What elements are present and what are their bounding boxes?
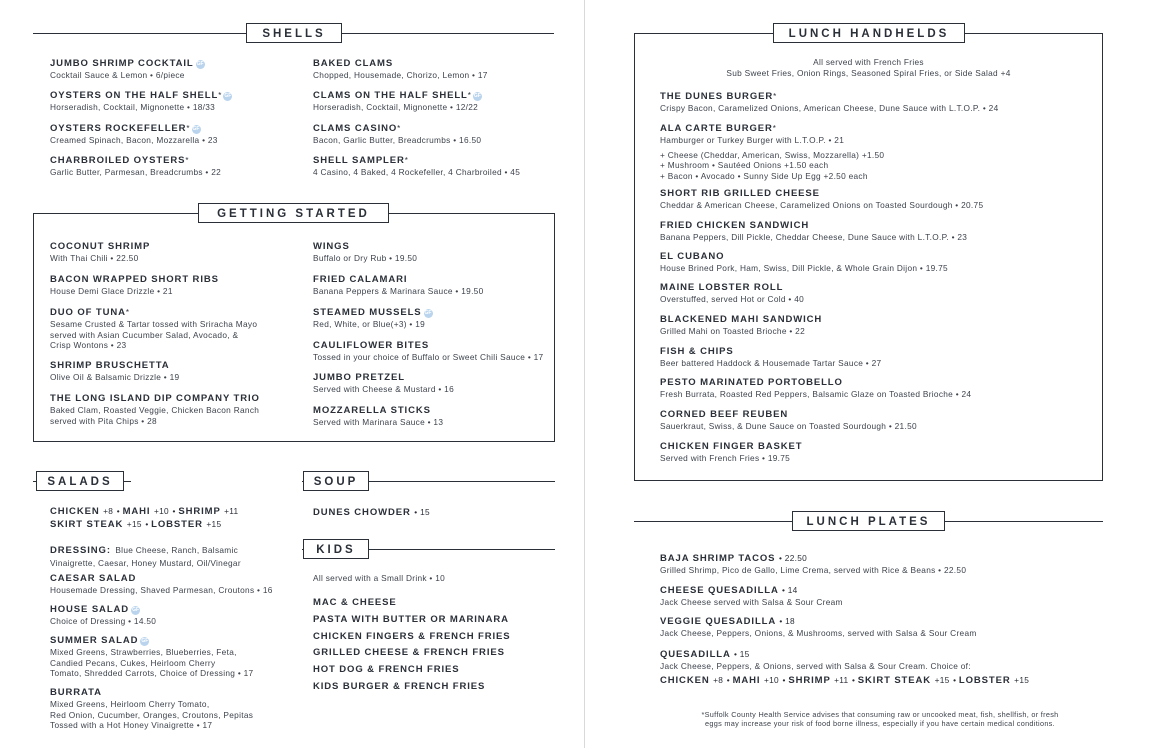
choice-lobster: LOBSTER bbox=[958, 674, 1011, 686]
choice-mahi: MAHI bbox=[732, 674, 761, 686]
burger-addon: + Bacon • Avocado • Sunny Side Up Egg +2.50 each bbox=[660, 170, 868, 181]
choice-lobster-price: +15 bbox=[1014, 674, 1030, 685]
item-name: JUMBO PRETZEL bbox=[313, 372, 405, 383]
raw-warning-mark: * bbox=[773, 92, 777, 101]
item-name: JUMBO SHRIMP COCKTAIL bbox=[50, 58, 194, 69]
item-name: CAESAR SALAD bbox=[50, 573, 137, 584]
handhelds-note: Sub Sweet Fries, Onion Rings, Seasoned Spiral Fries, or Side Salad +4 bbox=[726, 68, 1011, 78]
item-name: CHICKEN FINGER BASKET bbox=[660, 441, 803, 452]
menu-item bbox=[50, 604, 156, 627]
item-description: Grilled Mahi on Toasted Brioche • 22 bbox=[660, 326, 805, 336]
item-name: PESTO MARINATED PORTOBELLO bbox=[660, 377, 843, 388]
soup-title: SOUP bbox=[303, 471, 369, 491]
addon-mahi: MAHI bbox=[122, 506, 151, 517]
menu-item bbox=[50, 687, 253, 731]
item-description: Garlic Butter, Parmesan, Breadcrumbs • 22 bbox=[50, 167, 222, 177]
menu-item bbox=[660, 314, 822, 337]
raw-warning-mark: * bbox=[218, 91, 222, 100]
raw-warning-mark: * bbox=[185, 156, 189, 165]
item-description: Jack Cheese served with Salsa & Sour Cream bbox=[660, 597, 843, 607]
menu-item bbox=[50, 274, 219, 297]
addon-shrimp-price: +11 bbox=[224, 506, 239, 516]
item-name: EL CUBANO bbox=[660, 251, 725, 262]
menu-item bbox=[660, 584, 843, 608]
item-description: Housemade Dressing, Shaved Parmesan, Croutons • 16 bbox=[50, 585, 273, 595]
raw-warning-mark: * bbox=[772, 124, 776, 133]
menu-item bbox=[313, 58, 488, 81]
item-description: Cheddar & American Cheese, Caramelized Onions on Toasted Sourdough • 20.75 bbox=[660, 200, 984, 210]
item-name: OYSTERS ROCKEFELLER bbox=[50, 123, 187, 134]
item-price: • 14 bbox=[781, 585, 798, 595]
item-description: Horseradish, Cocktail, Mignonette • 18/33 bbox=[50, 102, 216, 112]
menu-item bbox=[50, 307, 257, 351]
item-name: DUNES CHOWDER bbox=[313, 507, 411, 518]
lunch-plates-title: LUNCH PLATES bbox=[792, 511, 945, 531]
item-name: CHEESE QUESADILLA bbox=[660, 585, 779, 596]
item-description: served with Pita Chips • 28 bbox=[50, 415, 157, 426]
menu-item bbox=[660, 552, 966, 576]
item-name: FRIED CALAMARI bbox=[313, 274, 408, 285]
addon-lobster: LOBSTER bbox=[151, 519, 203, 530]
menu-item bbox=[50, 635, 253, 679]
item-name: MOZZARELLA STICKS bbox=[313, 405, 431, 416]
item-description: Candied Pecans, Cukes, Heirloom Cherry bbox=[50, 657, 216, 668]
kids-item: PASTA WITH BUTTER OR MARINARA bbox=[313, 614, 509, 625]
kids-title: KIDS bbox=[303, 539, 369, 559]
menu-item bbox=[660, 615, 977, 639]
kids-item: KIDS BURGER & FRENCH FRIES bbox=[313, 681, 486, 692]
item-name: MAINE LOBSTER ROLL bbox=[660, 282, 784, 293]
item-name: CORNED BEEF REUBEN bbox=[660, 409, 789, 420]
menu-item bbox=[313, 241, 417, 264]
item-description: Mixed Greens, Heirloom Cherry Tomato, bbox=[50, 699, 210, 709]
menu-item bbox=[660, 441, 802, 464]
menu-item bbox=[313, 340, 543, 363]
item-description: Red Onion, Cucumber, Oranges, Croutons, Pepitas bbox=[50, 709, 254, 720]
handhelds-note: All served with French Fries bbox=[813, 57, 924, 67]
item-description: Jack Cheese, Peppers, & Onions, served with Salsa & Sour Cream. Choice of: bbox=[660, 661, 971, 671]
salads-title: SALADS bbox=[36, 471, 124, 491]
choice-steak-price: +15 bbox=[934, 674, 950, 685]
raw-warning-mark: * bbox=[125, 308, 129, 317]
salad-addons: CHICKEN +8 • MAHI +10 • SHRIMP +11 SKIRT STEAK +15 • LOBSTER +15 bbox=[50, 506, 239, 530]
item-description: Olive Oil & Balsamic Drizzle • 19 bbox=[50, 372, 180, 382]
menu-item bbox=[660, 123, 884, 181]
raw-warning-mark: * bbox=[404, 156, 408, 165]
menu-item bbox=[660, 377, 971, 400]
gluten-free-icon: GF bbox=[141, 638, 149, 644]
item-name: QUESADILLA bbox=[660, 649, 731, 660]
menu-item bbox=[50, 241, 150, 264]
raw-warning-mark: * bbox=[186, 124, 190, 133]
item-name: BAKED CLAMS bbox=[313, 58, 394, 69]
menu-item bbox=[660, 648, 1029, 687]
item-name: WINGS bbox=[313, 241, 350, 252]
menu-item bbox=[660, 188, 983, 211]
menu-item bbox=[50, 90, 232, 113]
item-price: • 18 bbox=[779, 616, 795, 626]
gluten-free-icon: GF bbox=[196, 61, 204, 67]
menu-item bbox=[660, 220, 967, 243]
menu-item bbox=[313, 307, 433, 330]
addon-mahi-price: +10 bbox=[153, 506, 169, 516]
menu-item bbox=[50, 360, 179, 383]
menu-item bbox=[50, 123, 218, 146]
item-name: THE DUNES BURGER bbox=[660, 91, 774, 102]
item-description: Mixed Greens, Strawberries, Blueberries, Feta, bbox=[50, 647, 237, 657]
kids-item: MAC & CHEESE bbox=[313, 597, 397, 608]
gluten-free-icon: GF bbox=[473, 93, 481, 99]
health-footnote: eggs may increase your risk of food borne illness, especially if you have certain medical conditions. bbox=[705, 719, 1055, 728]
item-description: Crisp Wontons • 23 bbox=[50, 340, 127, 350]
item-description: Sesame Crusted & Tartar tossed with Sriracha Mayo bbox=[50, 319, 258, 329]
item-description: Tomato, Shredded Carrots, Choice of Dressing • 17 bbox=[50, 668, 254, 678]
raw-warning-mark: * bbox=[467, 91, 471, 100]
item-description: House Brined Pork, Ham, Swiss, Dill Pickle, & Whole Grain Dijon • 19.75 bbox=[660, 263, 948, 273]
item-description: Fresh Burrata, Roasted Red Peppers, Balsamic Glaze on Toasted Brioche • 24 bbox=[660, 389, 972, 399]
menu-item bbox=[50, 58, 205, 81]
item-description: Hamburger or Turkey Burger with L.T.O.P. • 21 bbox=[660, 135, 845, 145]
item-description: Banana Peppers, Dill Pickle, Cheddar Cheese, Dune Sauce with L.T.O.P. • 23 bbox=[660, 232, 968, 242]
raw-warning-mark: * bbox=[397, 124, 401, 133]
item-name: VEGGIE QUESADILLA bbox=[660, 616, 776, 627]
quesadilla-choices: CHICKEN +8 • MAHI +10 • SHRIMP +11 • SKIRT STEAK +15 • LOBSTER +15 bbox=[660, 674, 1030, 686]
lunch-handhelds-title: LUNCH HANDHELDS bbox=[773, 23, 965, 43]
item-name: SUMMER SALAD bbox=[50, 635, 139, 646]
choice-chicken-price: +8 bbox=[713, 674, 724, 685]
addon-steak-price: +15 bbox=[126, 519, 142, 529]
menu-item bbox=[660, 251, 948, 274]
addon-chicken: CHICKEN bbox=[50, 506, 100, 517]
item-description: Served with French Fries • 19.75 bbox=[660, 453, 791, 463]
menu-page-right bbox=[585, 0, 1170, 748]
menu-item bbox=[50, 573, 273, 596]
item-description: Choice of Dressing • 14.50 bbox=[50, 616, 157, 626]
item-description: With Thai Chili • 22.50 bbox=[50, 253, 139, 263]
dressing-text: Vinaigrette, Caesar, Honey Mustard, Oil/Vinegar bbox=[50, 558, 241, 568]
dressing-label: DRESSING: bbox=[50, 545, 111, 556]
item-price: • 15 bbox=[733, 649, 750, 659]
item-description: Served with Cheese & Mustard • 16 bbox=[313, 384, 455, 394]
menu-item bbox=[660, 282, 804, 305]
item-price: • 22.50 bbox=[778, 553, 808, 563]
item-description: Cocktail Sauce & Lemon • 6/piece bbox=[50, 70, 185, 80]
menu-item bbox=[313, 274, 484, 297]
item-price: • 15 bbox=[414, 507, 430, 517]
kids-item: CHICKEN FINGERS & FRENCH FRIES bbox=[313, 631, 511, 642]
choice-steak: SKIRT STEAK bbox=[857, 674, 932, 686]
item-description: Red, White, or Blue(+3) • 19 bbox=[313, 319, 426, 329]
item-description: House Demi Glace Drizzle • 21 bbox=[50, 286, 173, 296]
item-description: Buffalo or Dry Rub • 19.50 bbox=[313, 253, 418, 263]
item-name: ALA CARTE BURGER bbox=[660, 123, 773, 134]
menu-item bbox=[313, 90, 482, 113]
item-name: BURRATA bbox=[50, 687, 102, 698]
item-name: FRIED CHICKEN SANDWICH bbox=[660, 220, 810, 231]
menu-item bbox=[660, 91, 999, 114]
getting-started-title: GETTING STARTED bbox=[198, 203, 389, 223]
item-name: CHARBROILED OYSTERS bbox=[50, 155, 186, 166]
item-name: CLAMS CASINO bbox=[313, 123, 398, 134]
item-description: Sauerkraut, Swiss, & Dune Sauce on Toasted Sourdough • 21.50 bbox=[660, 421, 917, 431]
choice-chicken: CHICKEN bbox=[660, 674, 710, 686]
menu-item bbox=[50, 393, 260, 426]
menu-item bbox=[50, 155, 221, 178]
item-description: served with Asian Cucumber Salad, Avocado, & bbox=[50, 329, 239, 340]
menu-item bbox=[313, 123, 481, 146]
menu-item bbox=[313, 372, 454, 395]
addon-steak: SKIRT STEAK bbox=[50, 519, 124, 530]
dressing-options bbox=[50, 540, 241, 569]
menu-item bbox=[313, 506, 430, 519]
item-name: DUO OF TUNA bbox=[50, 307, 126, 318]
item-name: SHELL SAMPLER bbox=[313, 155, 405, 166]
item-name: BACON WRAPPED SHORT RIBS bbox=[50, 274, 219, 285]
addon-lobster-price: +15 bbox=[206, 519, 222, 529]
gluten-free-icon: GF bbox=[424, 310, 432, 316]
item-description: Horseradish, Cocktail, Mignonette • 12/22 bbox=[313, 102, 479, 112]
menu-item bbox=[313, 405, 443, 428]
item-description: 4 Casino, 4 Baked, 4 Rockefeller, 4 Charbroiled • 45 bbox=[313, 167, 521, 177]
item-description: Overstuffed, served Hot or Cold • 40 bbox=[660, 294, 805, 304]
item-description: Jack Cheese, Peppers, Onions, & Mushrooms, served with Salsa & Sour Cream bbox=[660, 628, 977, 638]
kids-note: All served with a Small Drink • 10 bbox=[313, 573, 446, 583]
health-footnote: *Suffolk County Health Service advises that consuming raw or uncooked meat, fish, shellfish, or fresh bbox=[701, 710, 1059, 719]
item-name: OYSTERS ON THE HALF SHELL bbox=[50, 90, 219, 101]
item-name: STEAMED MUSSELS bbox=[313, 307, 422, 318]
item-description: Creamed Spinach, Bacon, Mozzarella • 23 bbox=[50, 135, 218, 145]
item-name: CAULIFLOWER BITES bbox=[313, 340, 430, 351]
item-name: HOUSE SALAD bbox=[50, 604, 130, 615]
addon-shrimp: SHRIMP bbox=[178, 506, 221, 517]
item-name: SHORT RIB GRILLED CHEESE bbox=[660, 188, 820, 199]
item-description: Baked Clam, Roasted Veggie, Chicken Bacon Ranch bbox=[50, 405, 260, 415]
gluten-free-icon: GF bbox=[224, 93, 232, 99]
burger-addon: + Cheese (Cheddar, American, Swiss, Mozzarella) +1.50 bbox=[660, 149, 885, 160]
item-name: COCONUT SHRIMP bbox=[50, 241, 151, 252]
menu-item bbox=[660, 409, 917, 432]
item-name: CLAMS ON THE HALF SHELL bbox=[313, 90, 468, 101]
item-description: Banana Peppers & Marinara Sauce • 19.50 bbox=[313, 286, 484, 296]
burger-addon: + Mushroom • Sautéed Onions +1.50 each bbox=[660, 160, 829, 170]
choice-mahi-price: +10 bbox=[763, 674, 779, 685]
item-description: Tossed in your choice of Buffalo or Sweet Chili Sauce • 17 bbox=[313, 352, 544, 362]
gluten-free-icon: GF bbox=[132, 607, 140, 613]
item-description: Crispy Bacon, Caramelized Onions, American Cheese, Dune Sauce with L.T.O.P. • 24 bbox=[660, 103, 999, 113]
item-description: Tossed with a Hot Honey Vinaigrette • 17 bbox=[50, 720, 213, 730]
menu-item bbox=[660, 346, 881, 369]
shells-title: SHELLS bbox=[246, 23, 342, 43]
item-name: THE LONG ISLAND DIP COMPANY TRIO bbox=[50, 393, 260, 404]
choice-shrimp-price: +11 bbox=[834, 674, 849, 685]
gluten-free-icon: GF bbox=[192, 126, 200, 132]
item-name: SHRIMP BRUSCHETTA bbox=[50, 360, 170, 371]
menu-item bbox=[313, 155, 520, 178]
item-description: Bacon, Garlic Butter, Breadcrumbs • 16.50 bbox=[313, 135, 482, 145]
item-name: FISH & CHIPS bbox=[660, 346, 734, 357]
addon-chicken-price: +8 bbox=[103, 506, 114, 516]
item-description: Beer battered Haddock & Housemade Tartar Sauce • 27 bbox=[660, 358, 882, 368]
item-description: Chopped, Housemade, Chorizo, Lemon • 17 bbox=[313, 70, 488, 80]
kids-item: HOT DOG & FRENCH FRIES bbox=[313, 664, 460, 675]
kids-item: GRILLED CHEESE & FRENCH FRIES bbox=[313, 647, 505, 658]
item-name: BAJA SHRIMP TACOS bbox=[660, 553, 776, 564]
choice-shrimp: SHRIMP bbox=[788, 674, 831, 686]
item-name: BLACKENED MAHI SANDWICH bbox=[660, 314, 823, 325]
item-description: Grilled Shrimp, Pico de Gallo, Lime Crema, served with Rice & Beans • 22.50 bbox=[660, 565, 967, 575]
dressing-text: Blue Cheese, Ranch, Balsamic bbox=[115, 545, 239, 555]
item-description: Served with Marinara Sauce • 13 bbox=[313, 417, 444, 427]
